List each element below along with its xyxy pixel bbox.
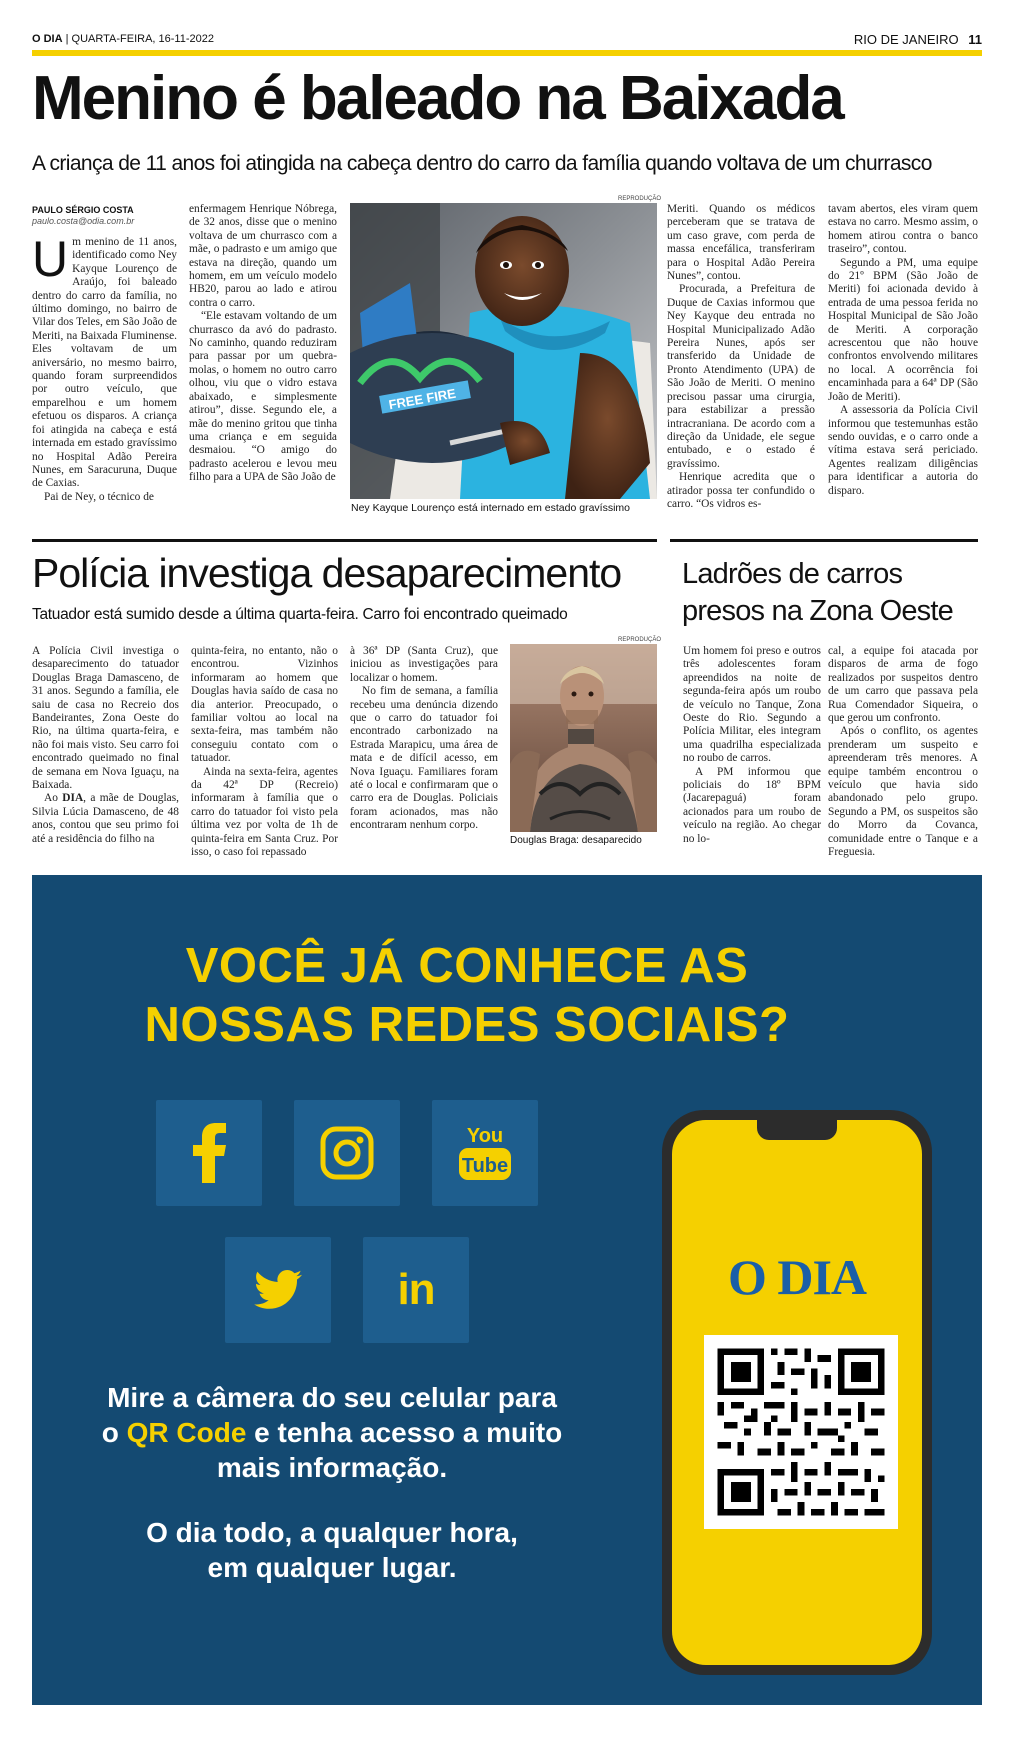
main-col4-text-b: Segundo a PM, uma equipe do 21º BPM (São João de Meriti) foi acionada devido à entrada de uma pessoa ferida no Hospital Municipal de São João de Meriti. A corporação acrescentou que não houve confrontos envolvendo militares no local. A ocorrência foi encaminhada para a 64ª DP (São João de Meriti). [828,256,978,403]
story2-column-1 [32,645,179,850]
story2-col3-text-b: No fim de semana, a família recebeu uma denúncia dizendo que o carro do tatuador foi encontrado carbonizado na Estrada Marapicu, uma área de mata e de difícil acesso, em Nova Iguaçu. Familiares foram até o local e confirmaram que o carro era de Douglas. Policiais foram acionados, mas não encontraram nenhum corpo. [350,685,498,832]
main-col4-text: tavam abertos, eles viram quem estava no carro. Mesmo assim, o homem atirou contra o banco traseiro”, contou. [828,203,978,256]
story3-top-rule [670,539,978,542]
drop-cap: U [32,231,69,287]
main-column-2 [189,203,337,516]
story2-top-rule [32,539,657,542]
main-photo [350,203,657,499]
phone-mockup [662,1110,932,1675]
main-photo-credit: REPRODUÇÃO [618,196,662,202]
main-photo-caption: Ney Kayque Lourenço está internado em estado gravíssimo [351,502,630,514]
story2-col2-text: quinta-feira, no entanto, não o encontrou. Vizinhos informaram ao homem que Douglas havia saído de casa no dia anterior. Preocupado, o familiar voltou ao local na sexta-feira, mas também não conseguiu contato com o tatuador. [191,645,338,765]
story3-headline [682,556,953,630]
main-col4-text-c: A assessoria da Polícia Civil informou que testemunhas estão sendo ouvidas, e o carro onde a vítima estava será periciado. Agentes realizam diligências para identificar a autoria do disparo. [828,404,978,497]
main-headline: Menino é baleado na Baixada [32,64,843,133]
main-column-1 [32,231,177,516]
boy-with-cake-image [350,203,657,499]
main-col2-text-b: “Ele estavam voltando de um churrasco da avó do padrasto. No caminho, quando reduziram para passar por um quebra-molas, o homem no outro carro olhou, viu que o vidro estava abaixado, e simplesmente atirou”, disse. Segundo ele, a mãe do menino gritou que tinha uma criança e em seguida desmaiou. “O amigo do padrasto acelerou e levou meu filho para a UPA de São João de [189,310,337,484]
header-left: O DIA | QUARTA-FEIRA, 16-11-2022 [32,33,214,45]
header-date: QUARTA-FEIRA, 16-11-2022 [71,33,214,45]
youtube-icon-tile[interactable] [432,1100,538,1206]
story2-col2-text-b: Ainda na sexta-feira, agentes da 42ª DP (Recreio) informaram à família que o carro do tatuador foi visto pela última vez por volta de 1h de quinta-feira em Santa Cruz. Por isso, o caso foi repassado [191,765,338,859]
facebook-icon [189,1123,229,1183]
ad-headline-line2: NOSSAS REDES SOCIAIS? [144,998,790,1052]
story3-headline-line1: Ladrões de carros [682,558,903,590]
odia-logo: O DIA [727,1249,867,1305]
story2-col1-text-b: Ao DIA, a mãe de Douglas, Silvia Lúcia Damasceno, de 48 anos, contou que seu primo foi até a residência do filho na [32,792,179,845]
header-right [854,32,982,47]
ad-headline-line1: VOCÊ JÁ CONHECE AS [185,939,749,993]
tattooed-man-image [510,644,657,832]
linkedin-icon: in [397,1265,435,1314]
story2-column-3 [350,645,498,850]
header-section: RIO DE JANEIRO [853,32,959,47]
byline-email: paulo.costa@odia.com.br [32,216,135,226]
page-header [32,30,982,56]
social-media-ad [32,875,982,1705]
main-col1-text: m menino de 11 anos, identificado como Ney Kayque Lourenço de Araújo, foi baleado dentro do carro da família, no último domingo, no bairro de Vilar dos Teles, em São João de Meriti, na Baixada Fluminense. Eles voltavam de um aniversário, no mesmo bairro, quando foram surpreendidos por outro veículo, que emparelhou e um homem efetuou os disparos. A criança foi atingida na cabeça e está internada em estado gravíssimo no Hospital Adão Pereira Nunes, em Saracuruna, Duque de Caxias. [32,236,177,490]
main-col3-text: Meriti. Quando os médicos perceberam que se tratava de um caso grave, com perda de massa encefálica, transferiram para o Hospital Adão Pereira Nunes”, contou. [667,203,815,283]
story2-column-2 [191,645,338,859]
qr-code[interactable] [704,1335,898,1529]
qr-code-highlight: QR Code [126,1417,247,1448]
story3-col1-text: Um homem foi preso e outros três adolescentes foram apreendidos na noite de segunda-feira após um roubo de veículo no Tanque, Zona Oeste do Rio. Segundo a Polícia Militar, eles integram uma quadrilha especializada no roubo de carros. [683,645,821,765]
main-col1-text-b: Pai de Ney, o técnico de [44,490,154,503]
story2-subheadline: Tatuador está sumido desde a última quarta-feira. Carro foi encontrado queimado [32,606,568,623]
main-column-4 [828,203,978,516]
facebook-icon-tile[interactable] [156,1100,262,1206]
header-brand: O DIA [32,33,63,45]
main-col2-text: enfermagem Henrique Nóbrega, de 32 anos, disse que o menino voltava de um churrasco com a mãe, o padrasto e um amigo que estava na direção, quando um homem, em um veículo modelo HB20, parou ao lado e atirou contra o carro. [189,203,337,309]
main-column-3 [667,203,815,516]
main-col3-text-b: Procurada, a Prefeitura de Duque de Caxias informou que Ney Kayque deu entrada no Hospital Municipalizado Adão Pereira Nunes, após ser transferido da Unidade de Pronto Atendimento (UPA) de São João de Meriti. O menino precisou passar uma cirurgia, para estabilizar a pressão intracraniana. De acordo com a direção da Unidade, ele segue entubado, e o estado é gravíssimo. [667,283,815,470]
linkedin-icon-tile[interactable] [363,1237,469,1343]
qr-code-image [704,1335,898,1529]
instagram-icon-tile[interactable] [294,1100,400,1206]
story2-photo-caption: Douglas Braga: desaparecido [510,835,642,846]
svg-text:You: You [466,1125,504,1147]
story2-photo-credit: REPRODUÇÃO [618,637,662,643]
phone-notch [757,1120,837,1140]
twitter-icon [254,1270,302,1310]
story2-headline: Polícia investiga desaparecimento [32,550,622,596]
byline [32,205,134,227]
story3-headline-line2: presos na Zona Oeste [682,595,953,627]
instagram-icon [320,1126,374,1180]
ad-message-2: O dia todo, a qualquer hora, em qualquer lugar. [146,1517,518,1583]
page-number: 11 [968,32,982,47]
story3-col2-text-b: Após o conflito, os agentes prenderam um suspeito e apreenderam três menores. A equipe também encontrou o veículo que havia sido abandonado pelo grupo. Segundo a PM, os suspeitos são do Morro da Covanca, comunidade entre o Tanque e a Freguesia. [828,725,978,859]
story3-column-1 [683,645,821,850]
story3-column-2 [828,645,978,859]
brand-mention: DIA [62,792,84,805]
svg-text:Tube: Tube [461,1155,509,1177]
ad-message-1: Mire a câmera do seu celular para o QR Code e tenha acesso a muito mais informação. [101,1382,563,1483]
story2-photo [510,644,657,832]
story3-col1-text-b: A PM informou que policiais do 18º BPM (Jacarepaguá) foram acionados para um roubo de veículo na região. Ao chegar no lo- [683,765,821,845]
main-col3-text-c: Henrique acredita que o atirador possa ter confundido o carro. “Os vidros es- [667,471,815,510]
phone-screen [672,1120,922,1665]
cake-text: FREE FIRE [387,385,457,413]
youtube-icon [457,1122,513,1184]
ad-headline [32,937,902,1055]
story2-col1-text: A Polícia Civil investiga o desaparecimento do tatuador Douglas Braga Damasceno, de 31 anos. Segundo a família, ele saiu de casa no Recreio dos Bandeirantes, Zona Oeste do Rio, na última quarta-feira, e não foi mais visto. Seu carro foi encontrado queimado no final de semana em Nova Iguaçu, na Baixada. [32,645,179,792]
story2-col3-text: à 36ª DP (Santa Cruz), que iniciou as investigações para localizar o homem. [350,645,498,684]
story3-col2-text: cal, a equipe foi atacada por disparos de arma de fogo realizados por suspeitos dentro de um carro que passava pela Rua Comendador Siqueira, o que gerou um confronto. [828,645,978,725]
twitter-icon-tile[interactable] [225,1237,331,1343]
main-subheadline: A criança de 11 anos foi atingida na cabeça dentro do carro da família quando voltava de um churrasco [32,152,932,175]
byline-name: PAULO SÉRGIO COSTA [32,205,134,215]
